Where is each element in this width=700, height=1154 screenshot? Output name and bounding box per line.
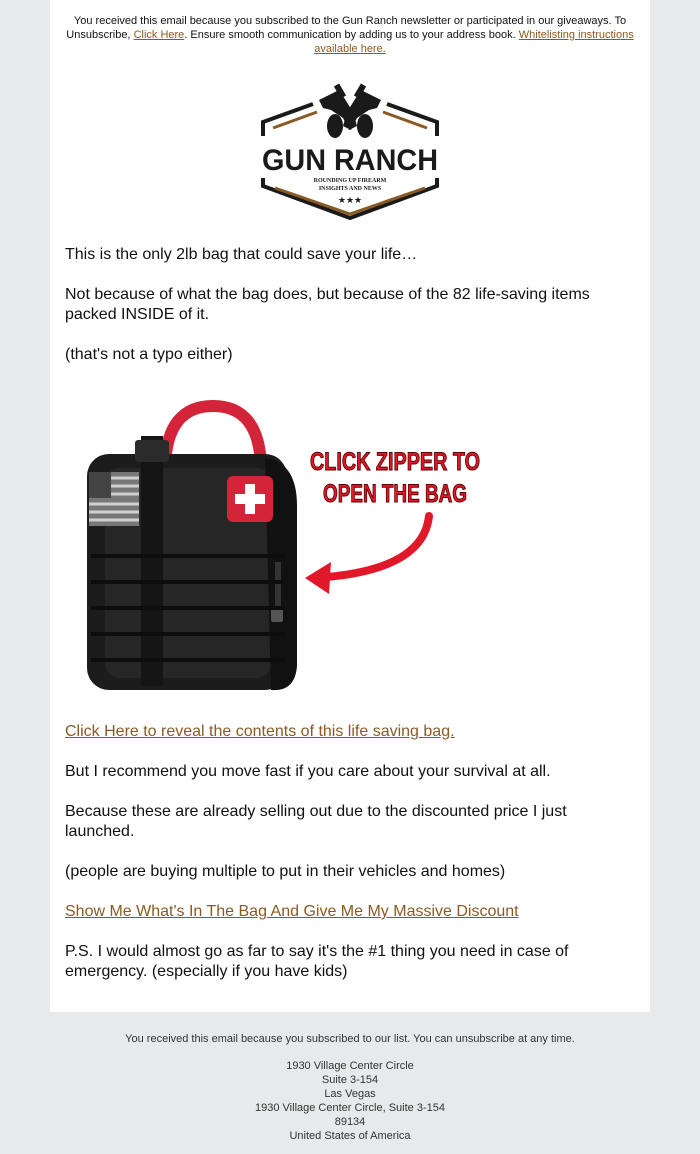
discount-link[interactable]: Show Me What's In The Bag And Give Me My Massive Discount	[65, 903, 519, 920]
image-caption-line2: OPEN THE BAG	[323, 480, 467, 508]
us-flag-patch-icon	[89, 472, 139, 526]
preheader-text-middle: . Ensure smooth communication by adding us to your address book.	[184, 29, 519, 41]
paragraph-ps: P.S. I would almost go as far to say it's the #1 thing you need in case of emergency. (especially if you have kids)	[65, 943, 569, 980]
address-line: 89134	[334, 1116, 366, 1128]
crossed-revolvers-icon	[319, 83, 381, 138]
unsubscribe-link[interactable]: Click Here	[133, 29, 185, 41]
paragraph-multiple-buyers: (people are buying multiple to put in their vehicles and homes)	[65, 863, 506, 880]
footer-address	[0, 1059, 700, 1143]
paragraph-selling-out: Because these are already selling out due to the discounted price I just launched.	[65, 803, 567, 840]
preheader-text: You received this email because you subscribed to the Gun Ranch newsletter or participated in our giveaways. To Unsubscribe,	[66, 15, 627, 41]
preheader	[65, 14, 635, 56]
reveal-contents-link[interactable]: Click Here to reveal the contents of this life saving bag.	[65, 723, 455, 740]
image-caption-line1: CLICK ZIPPER TO	[310, 448, 480, 476]
logo-brand: GUN RANCH	[262, 144, 438, 177]
paragraph-not-a-typo: (that's not a typo either)	[65, 346, 233, 363]
address-line: 1930 Village Center Circle, Suite 3-154	[255, 1102, 445, 1114]
address-line: 1930 Village Center Circle	[286, 1060, 414, 1072]
address-line: Las Vegas	[324, 1088, 376, 1100]
address-line: United States of America	[289, 1130, 411, 1142]
paragraph-82-items: Not because of what the bag does, but because of the 82 life-saving items packed INSIDE of it.	[65, 286, 590, 323]
logo-tagline-line2: INSIGHTS AND NEWS	[318, 186, 382, 192]
address-line: Suite 3-154	[321, 1074, 379, 1086]
medical-cross-patch-icon	[227, 476, 273, 522]
logo-tagline-line1: ROUNDING UP FIREARM	[313, 178, 387, 184]
logo-stars: ★★★	[337, 195, 363, 205]
paragraph-intro: This is the only 2lb bag that could save your life…	[65, 246, 418, 263]
footer-notice: You received this email because you subscribed to our list. You can unsubscribe at any time.	[125, 1033, 575, 1045]
whitelisting-link[interactable]: Whitelisting instructions available here.	[314, 29, 634, 55]
first-aid-bag-image[interactable]	[65, 396, 480, 708]
email-card	[50, 0, 650, 1012]
gun-ranch-logo[interactable]	[257, 82, 443, 222]
footer	[0, 1032, 700, 1143]
paragraph-move-fast: But I recommend you move fast if you care about your survival at all.	[65, 763, 551, 780]
